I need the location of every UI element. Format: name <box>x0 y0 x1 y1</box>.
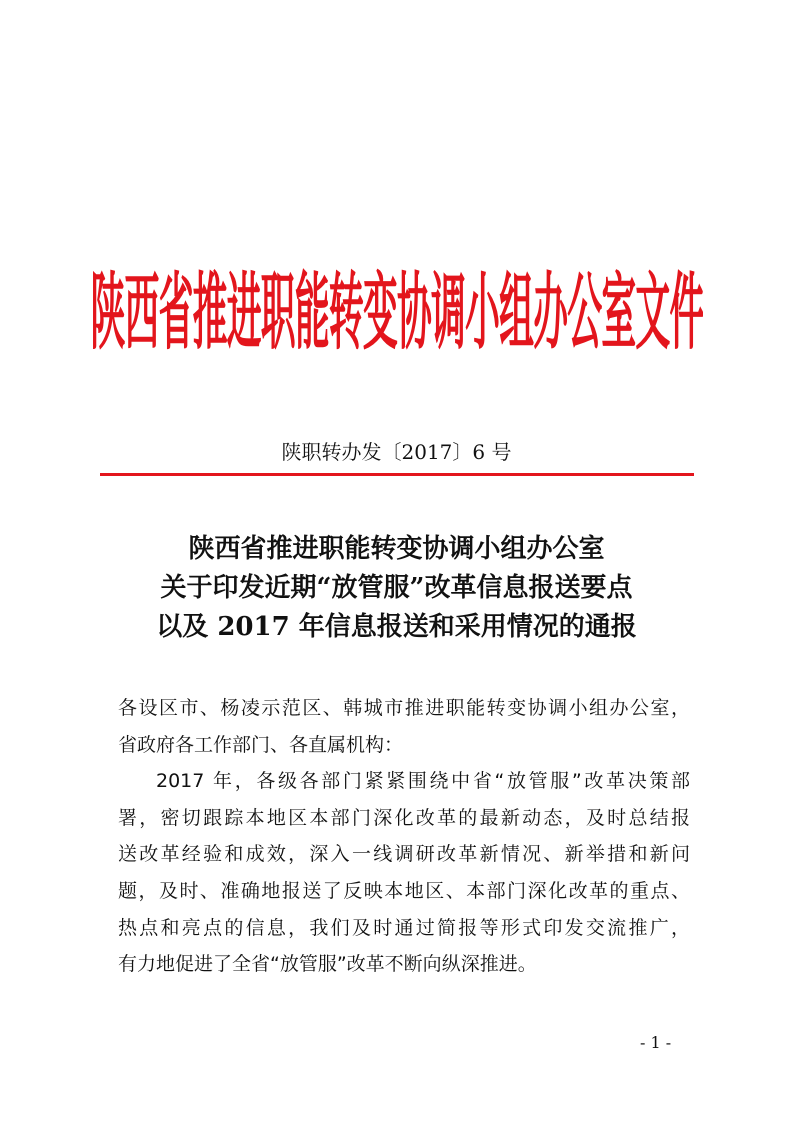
paragraph-line: 署，密切跟踪本地区本部门深化改革的最新动态，及时总结报 <box>118 806 690 829</box>
recipient-line: 省政府各工作部门、各直属机构： <box>118 733 404 756</box>
document-number: 陕职转办发〔2017〕6 号 <box>281 440 512 464</box>
paragraph-line: 热点和亮点的信息，我们及时通过简报等形式印发交流推广， <box>118 916 690 939</box>
paragraph-line: 送改革经验和成效，深入一线调研改革新情况、新举措和新问 <box>118 843 690 866</box>
paragraph-line: 2017 年，各级各部门紧紧围绕中省“放管服”改革决策部 <box>156 770 690 793</box>
recipient-line: 各设区市、杨凌示范区、韩城市推进职能转变协调小组办公室， <box>118 697 690 719</box>
title-line: 关于印发近期“放管服”改革信息报送要点 <box>160 573 633 603</box>
red-divider-line <box>100 473 694 476</box>
document-masthead <box>90 250 703 360</box>
title-line: 陕西省推进职能转变协调小组办公室 <box>188 534 605 564</box>
document-body <box>118 690 690 983</box>
page-number: - 1 - <box>640 1033 672 1052</box>
paragraph-line: 有力地促进了全省“放管服”改革不断向纵深推进。 <box>118 953 537 976</box>
paragraph-line: 题，及时、准确地报送了反映本地区、本部门深化改革的重点、 <box>118 879 690 902</box>
masthead-title: 陕西省推进职能转变协调小组办公室文件 <box>90 265 703 360</box>
document-title <box>60 530 733 647</box>
title-line: 以及 2017 年信息报送和采用情况的通报 <box>156 612 637 642</box>
